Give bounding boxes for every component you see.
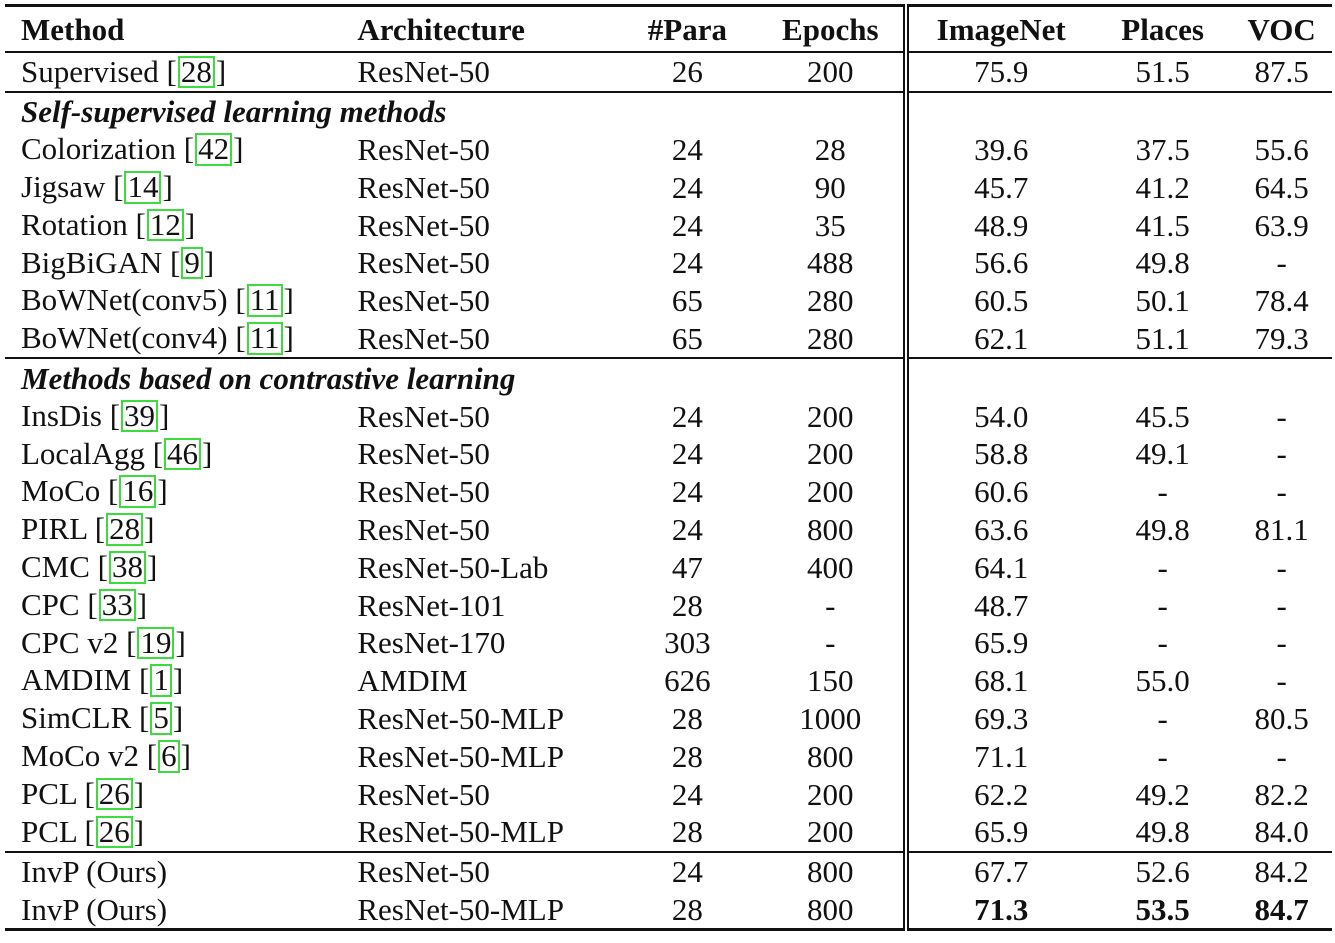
cell-epochs: 1000 bbox=[758, 700, 905, 738]
cell-method: SimCLR [ 5 ] bbox=[21, 700, 184, 736]
cell-voc: 78.4 bbox=[1254, 283, 1309, 319]
citation-link[interactable]: 19 bbox=[137, 627, 174, 660]
cell-voc: - bbox=[1276, 436, 1287, 472]
cell-params: 303 bbox=[664, 625, 711, 661]
method-name: PCL bbox=[21, 775, 77, 811]
cell-architecture: AMDIM bbox=[357, 663, 468, 699]
cell-method: BoWNet(conv5) [ 11 ] bbox=[21, 282, 294, 318]
cell-architecture: ResNet-50 bbox=[357, 131, 490, 167]
citation-link[interactable]: 1 bbox=[150, 664, 172, 697]
cell-params: 47 bbox=[671, 549, 703, 585]
table-row bbox=[5, 435, 1332, 473]
cell-epochs: 280 bbox=[758, 282, 905, 320]
cell-places: 50.1 bbox=[1135, 283, 1190, 319]
citation-link[interactable]: 9 bbox=[181, 247, 203, 280]
cell-voc: 64.5 bbox=[1254, 169, 1309, 205]
cell-places: 49.8 bbox=[1135, 245, 1190, 281]
method-name: CMC bbox=[21, 549, 90, 584]
method-name: PIRL bbox=[21, 511, 88, 547]
cell-epochs: 800 bbox=[758, 891, 905, 930]
cell-places: - bbox=[1157, 700, 1168, 736]
table-row bbox=[5, 206, 1332, 244]
cell-imagenet: 56.6 bbox=[974, 245, 1029, 281]
header-epochs: Epochs bbox=[758, 6, 905, 53]
cell-imagenet: 65.9 bbox=[974, 814, 1029, 850]
section-spacer bbox=[906, 358, 1332, 397]
cell-epochs: 35 bbox=[758, 206, 905, 244]
header-method: Method bbox=[21, 11, 125, 47]
header-architecture: Architecture bbox=[357, 11, 525, 47]
table-row bbox=[5, 700, 1332, 738]
cell-method: PCL [ 26 ] bbox=[21, 813, 145, 849]
cell-method bbox=[5, 891, 357, 930]
method-name: CPC v2 bbox=[21, 624, 119, 660]
cell-params: 28 bbox=[671, 738, 703, 774]
cell-imagenet: 62.1 bbox=[974, 320, 1029, 356]
cell-architecture: ResNet-50 bbox=[357, 511, 490, 547]
citation-link[interactable]: 26 bbox=[96, 816, 133, 849]
cell-method: Jigsaw [ 14 ] bbox=[21, 169, 173, 205]
cell-imagenet: 54.0 bbox=[974, 398, 1029, 434]
table-row bbox=[5, 737, 1332, 775]
method-name: Supervised bbox=[21, 53, 159, 89]
cell-places: 49.8 bbox=[1135, 511, 1190, 547]
cell-imagenet: 71.1 bbox=[974, 738, 1029, 774]
cell-params: 24 bbox=[671, 207, 703, 243]
cell-imagenet: 67.7 bbox=[906, 852, 1094, 891]
section-header-row bbox=[5, 358, 1332, 397]
cell-places: 49.8 bbox=[1135, 814, 1190, 850]
cell-voc: - bbox=[1276, 474, 1287, 510]
cell-method: InsDis [ 39 ] bbox=[21, 397, 170, 433]
cell-params: 24 bbox=[671, 776, 703, 812]
cell-architecture: ResNet-50 bbox=[357, 320, 490, 356]
cell-architecture: ResNet-101 bbox=[357, 587, 506, 623]
method-name: AMDIM bbox=[21, 662, 132, 698]
cell-params: 24 bbox=[671, 169, 703, 205]
table-row bbox=[5, 624, 1332, 662]
table-row bbox=[5, 775, 1332, 813]
header-row bbox=[5, 6, 1332, 53]
method-name: BoWNet(conv5) bbox=[21, 282, 228, 318]
header-imagenet: ImageNet bbox=[936, 11, 1066, 47]
citation-link[interactable]: 46 bbox=[164, 438, 201, 471]
cell-method: CPC [ 33 ] bbox=[21, 586, 148, 622]
cell-params: 24 bbox=[671, 398, 703, 434]
citation-link[interactable]: 14 bbox=[124, 171, 161, 204]
cell-epochs: 400 bbox=[758, 548, 905, 586]
method-name: InvP (Ours) bbox=[21, 854, 168, 890]
cell-epochs: 280 bbox=[758, 320, 905, 359]
cell-params: 24 bbox=[671, 511, 703, 547]
cell-epochs: 200 bbox=[758, 435, 905, 473]
cell-method: CPC v2 [ 19 ] bbox=[21, 624, 186, 660]
cell-voc: - bbox=[1276, 398, 1287, 434]
method-name: BoWNet(conv4) bbox=[21, 320, 228, 356]
cell-params: 24 bbox=[671, 245, 703, 281]
cell-places: - bbox=[1157, 625, 1168, 661]
header-voc: VOC bbox=[1247, 11, 1316, 47]
cell-imagenet: 68.1 bbox=[974, 663, 1029, 699]
cell-method: Rotation [ 12 ] bbox=[21, 206, 196, 242]
method-name: PCL bbox=[21, 813, 77, 849]
table-row bbox=[5, 168, 1332, 206]
citation-link[interactable]: 12 bbox=[147, 209, 184, 242]
cell-params: 28 bbox=[671, 891, 703, 927]
citation-link[interactable]: 26 bbox=[96, 778, 133, 811]
cell-places: 52.6 bbox=[1094, 852, 1231, 891]
method-name: BigBiGAN bbox=[21, 244, 163, 280]
citation-link[interactable]: 16 bbox=[119, 475, 156, 508]
cell-voc: 84.2 bbox=[1231, 852, 1332, 891]
cell-architecture: ResNet-50-MLP bbox=[357, 814, 564, 850]
cell-params: 28 bbox=[671, 587, 703, 623]
cell-places: - bbox=[1157, 474, 1168, 510]
cell-architecture: ResNet-50-MLP bbox=[357, 700, 564, 736]
table-row bbox=[5, 662, 1332, 700]
cell-method: MoCo v2 [ 6 ] bbox=[21, 737, 191, 773]
cell-method: LocalAgg [ 46 ] bbox=[21, 435, 213, 471]
cell-params: 24 bbox=[671, 436, 703, 472]
method-name: CPC bbox=[21, 586, 80, 622]
method-name: LocalAgg bbox=[21, 435, 145, 471]
cell-voc: - bbox=[1276, 587, 1287, 623]
cell-imagenet: 60.5 bbox=[974, 283, 1029, 319]
cell-architecture: ResNet-50 bbox=[357, 852, 616, 891]
cell-params: 28 bbox=[671, 700, 703, 736]
cell-voc: - bbox=[1276, 245, 1287, 281]
method-name: Jigsaw bbox=[21, 169, 106, 205]
cell-places: 51.1 bbox=[1135, 320, 1190, 356]
cell-architecture: ResNet-50 bbox=[357, 436, 490, 472]
cell-params: 24 bbox=[671, 131, 703, 167]
cell-places: 55.0 bbox=[1135, 663, 1190, 699]
table-row bbox=[5, 131, 1332, 169]
cell-voc: - bbox=[1276, 549, 1287, 585]
cell-architecture: ResNet-50 bbox=[357, 776, 490, 812]
cell-method: BoWNet(conv4) [ 11 ] bbox=[21, 320, 294, 356]
method-name: SimCLR bbox=[21, 700, 132, 736]
cell-voc: - bbox=[1276, 738, 1287, 774]
table-row bbox=[5, 244, 1332, 282]
citation-link[interactable]: 33 bbox=[99, 589, 136, 622]
cell-architecture: ResNet-50 bbox=[357, 54, 490, 90]
citation-link[interactable]: 6 bbox=[158, 740, 180, 773]
cell-method: MoCo [ 16 ] bbox=[21, 473, 168, 509]
cell-params: 24 bbox=[617, 852, 758, 891]
cell-voc: 87.5 bbox=[1254, 54, 1309, 90]
table-row bbox=[5, 282, 1332, 320]
cell-architecture: ResNet-50 bbox=[357, 245, 490, 281]
cell-method bbox=[5, 852, 357, 891]
cell-voc: 80.5 bbox=[1254, 700, 1309, 736]
table-row bbox=[5, 397, 1332, 435]
method-name: InsDis bbox=[21, 397, 102, 433]
cell-voc: 81.1 bbox=[1254, 511, 1309, 547]
table-row bbox=[5, 586, 1332, 624]
cell-params: 28 bbox=[671, 814, 703, 850]
table-row bbox=[5, 852, 1332, 891]
cell-architecture: ResNet-50 bbox=[357, 207, 490, 243]
cell-architecture: ResNet-50 bbox=[357, 283, 490, 319]
section-header-row bbox=[5, 92, 1332, 131]
table-row bbox=[5, 511, 1332, 549]
cell-imagenet: 62.2 bbox=[974, 776, 1029, 812]
cell-imagenet: 39.6 bbox=[974, 131, 1029, 167]
cell-params: 24 bbox=[671, 474, 703, 510]
cell-architecture: ResNet-50-MLP bbox=[357, 891, 564, 927]
cell-method: AMDIM [ 1 ] bbox=[21, 662, 184, 698]
cell-epochs: 200 bbox=[758, 473, 905, 511]
cell-places: 53.5 bbox=[1135, 891, 1190, 927]
cell-epochs: 150 bbox=[758, 662, 905, 700]
cell-imagenet: 64.1 bbox=[974, 549, 1029, 585]
cell-epochs: 200 bbox=[758, 813, 905, 852]
section-title: Self-supervised learning methods bbox=[5, 92, 906, 131]
cell-imagenet: 48.9 bbox=[974, 207, 1029, 243]
cell-params: 626 bbox=[664, 663, 711, 699]
cell-epochs: 800 bbox=[758, 511, 905, 549]
cell-epochs: 800 bbox=[758, 852, 905, 891]
citation-link[interactable]: 5 bbox=[150, 702, 172, 735]
cell-imagenet: 60.6 bbox=[974, 474, 1029, 510]
cell-imagenet: 58.8 bbox=[974, 436, 1029, 472]
cell-places: - bbox=[1157, 587, 1168, 623]
table-row bbox=[5, 891, 1332, 930]
cell-voc: 82.2 bbox=[1254, 776, 1309, 812]
cell-places: 49.1 bbox=[1135, 436, 1190, 472]
results-table bbox=[5, 4, 1332, 931]
method-name: Colorization bbox=[21, 131, 176, 167]
cell-method: Colorization [ 42 ] bbox=[21, 131, 244, 167]
header-places: Places bbox=[1121, 11, 1204, 47]
citation-link[interactable]: 42 bbox=[195, 133, 232, 166]
cell-imagenet: 63.6 bbox=[974, 511, 1029, 547]
citation-link[interactable]: 28 bbox=[178, 56, 215, 89]
cell-epochs: 800 bbox=[758, 737, 905, 775]
cell-places: 45.5 bbox=[1135, 398, 1190, 434]
cell-method: PIRL [ 28 ] bbox=[21, 511, 155, 547]
table-row bbox=[5, 813, 1332, 852]
cell-architecture: ResNet-50-MLP bbox=[357, 738, 564, 774]
method-name: MoCo bbox=[21, 473, 101, 509]
citation-link[interactable]: 38 bbox=[109, 551, 146, 584]
method-name: MoCo v2 bbox=[21, 737, 139, 773]
cell-voc: 55.6 bbox=[1254, 131, 1309, 167]
cell-places: 49.2 bbox=[1135, 776, 1190, 812]
cell-method: CMC [ 38 ] bbox=[21, 549, 158, 584]
cell-epochs: 200 bbox=[758, 52, 905, 92]
citation-link[interactable]: 39 bbox=[121, 400, 158, 433]
cell-voc: - bbox=[1276, 625, 1287, 661]
cell-places: - bbox=[1157, 738, 1168, 774]
cell-epochs: 200 bbox=[758, 397, 905, 435]
cell-imagenet: 71.3 bbox=[974, 891, 1029, 927]
cell-voc: 84.7 bbox=[1254, 891, 1309, 927]
cell-architecture: ResNet-50 bbox=[357, 169, 490, 205]
table-body bbox=[5, 52, 1332, 930]
cell-architecture: ResNet-50 bbox=[357, 474, 490, 510]
cell-places: 37.5 bbox=[1135, 131, 1190, 167]
citation-link[interactable]: 28 bbox=[106, 513, 143, 546]
cell-epochs: 200 bbox=[758, 775, 905, 813]
table-row bbox=[5, 548, 1332, 586]
cell-voc: 63.9 bbox=[1254, 207, 1309, 243]
cell-epochs: 28 bbox=[758, 131, 905, 169]
cell-method: Supervised [ 28 ] bbox=[21, 53, 227, 89]
cell-imagenet: 48.7 bbox=[974, 587, 1029, 623]
cell-places: 41.5 bbox=[1135, 207, 1190, 243]
cell-params: 65 bbox=[671, 283, 703, 319]
cell-method: PCL [ 26 ] bbox=[21, 775, 145, 811]
cell-epochs: - bbox=[758, 624, 905, 662]
cell-architecture: ResNet-50 bbox=[357, 398, 490, 434]
citation-link[interactable]: 11 bbox=[247, 284, 283, 317]
cell-voc: 84.0 bbox=[1254, 814, 1309, 850]
cell-imagenet: 65.9 bbox=[974, 625, 1029, 661]
cell-architecture: ResNet-50-Lab bbox=[357, 549, 549, 585]
table-row bbox=[5, 473, 1332, 511]
cell-voc: - bbox=[1276, 663, 1287, 699]
cell-epochs: 90 bbox=[758, 168, 905, 206]
section-title: Methods based on contrastive learning bbox=[5, 358, 906, 397]
citation-link[interactable]: 11 bbox=[247, 322, 283, 355]
cell-imagenet: 75.9 bbox=[974, 54, 1029, 90]
cell-architecture: ResNet-170 bbox=[357, 625, 506, 661]
cell-places: 41.2 bbox=[1135, 169, 1190, 205]
cell-params: 26 bbox=[671, 54, 703, 90]
method-name: InvP (Ours) bbox=[21, 891, 168, 927]
section-spacer bbox=[906, 92, 1332, 131]
cell-imagenet: 45.7 bbox=[974, 169, 1029, 205]
method-name: Rotation bbox=[21, 206, 128, 242]
header-params: #Para bbox=[647, 11, 727, 47]
cell-imagenet: 69.3 bbox=[974, 700, 1029, 736]
cell-places: 51.5 bbox=[1135, 54, 1190, 90]
table-row bbox=[5, 320, 1332, 359]
cell-places: - bbox=[1157, 549, 1168, 585]
table-row bbox=[5, 52, 1332, 92]
cell-method: BigBiGAN [ 9 ] bbox=[21, 244, 215, 280]
cell-voc: 79.3 bbox=[1254, 320, 1309, 356]
cell-params: 65 bbox=[671, 320, 703, 356]
cell-epochs: 488 bbox=[758, 244, 905, 282]
cell-epochs: - bbox=[758, 586, 905, 624]
